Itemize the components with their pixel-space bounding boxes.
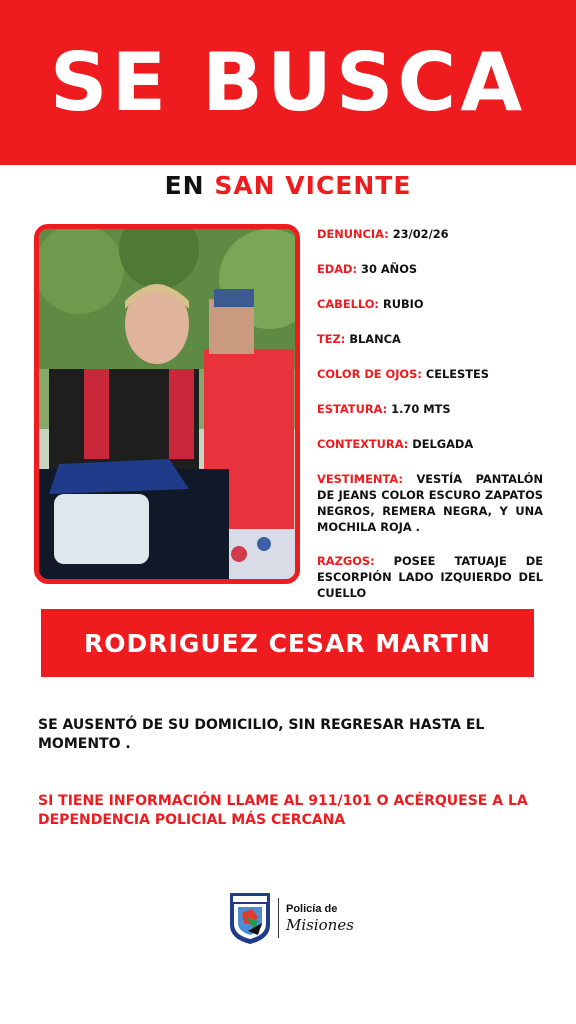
contact-notice: SI TIENE INFORMACIÓN LLAME AL 911/101 O ACÉRQUESE A LA DEPENDENCIA POLICIAL MÁS CERCANA: [38, 793, 528, 828]
page-title: SE BUSCA: [49, 35, 527, 129]
field-edad: EDAD: 30 AÑOS: [317, 262, 418, 276]
logo-divider: [278, 898, 279, 938]
field-razgos: RAZGOS: POSEE TATUAJE DE ESCORPIÓN LADO IZQUIERDO DEL CUELLO: [317, 554, 543, 600]
field-contextura: CONTEXTURA: DELGADA: [317, 437, 474, 451]
location-subtitle: [0, 171, 576, 200]
header-banner: [0, 0, 576, 165]
field-tez: TEZ: BLANCA: [317, 332, 401, 346]
logo-line-2: Misiones: [286, 915, 354, 934]
field-cabello: CABELLO: RUBIO: [317, 297, 424, 311]
field-estatura: ESTATURA: 1.70 MTS: [317, 402, 451, 416]
photo-illustration: [39, 229, 295, 579]
location-place: SAN VICENTE: [214, 171, 412, 200]
police-logo: [228, 890, 354, 946]
logo-text: [286, 904, 354, 933]
police-shield-icon: [228, 891, 272, 945]
field-denuncia: DENUNCIA: 23/02/26: [317, 227, 449, 241]
details-list: [317, 226, 543, 601]
location-prefix: EN: [164, 171, 205, 200]
field-vestimenta: VESTIMENTA: VESTÍA PANTALÓN DE JEANS COLOR ESCURO ZAPATOS NEGROS, REMERA NEGRA, Y UNA MOCHILA ROJA .: [317, 472, 543, 534]
field-color-ojos: COLOR DE OJOS: CELESTES: [317, 367, 489, 381]
logo-line-1: Policía de: [286, 902, 338, 915]
absence-notice: SE AUSENTÓ DE SU DOMICILIO, SIN REGRESAR HASTA EL MOMENTO .: [38, 717, 485, 752]
person-name-bar: [41, 609, 534, 677]
person-photo: [34, 224, 300, 584]
person-name: RODRIGUEZ CESAR MARTIN: [84, 628, 491, 658]
